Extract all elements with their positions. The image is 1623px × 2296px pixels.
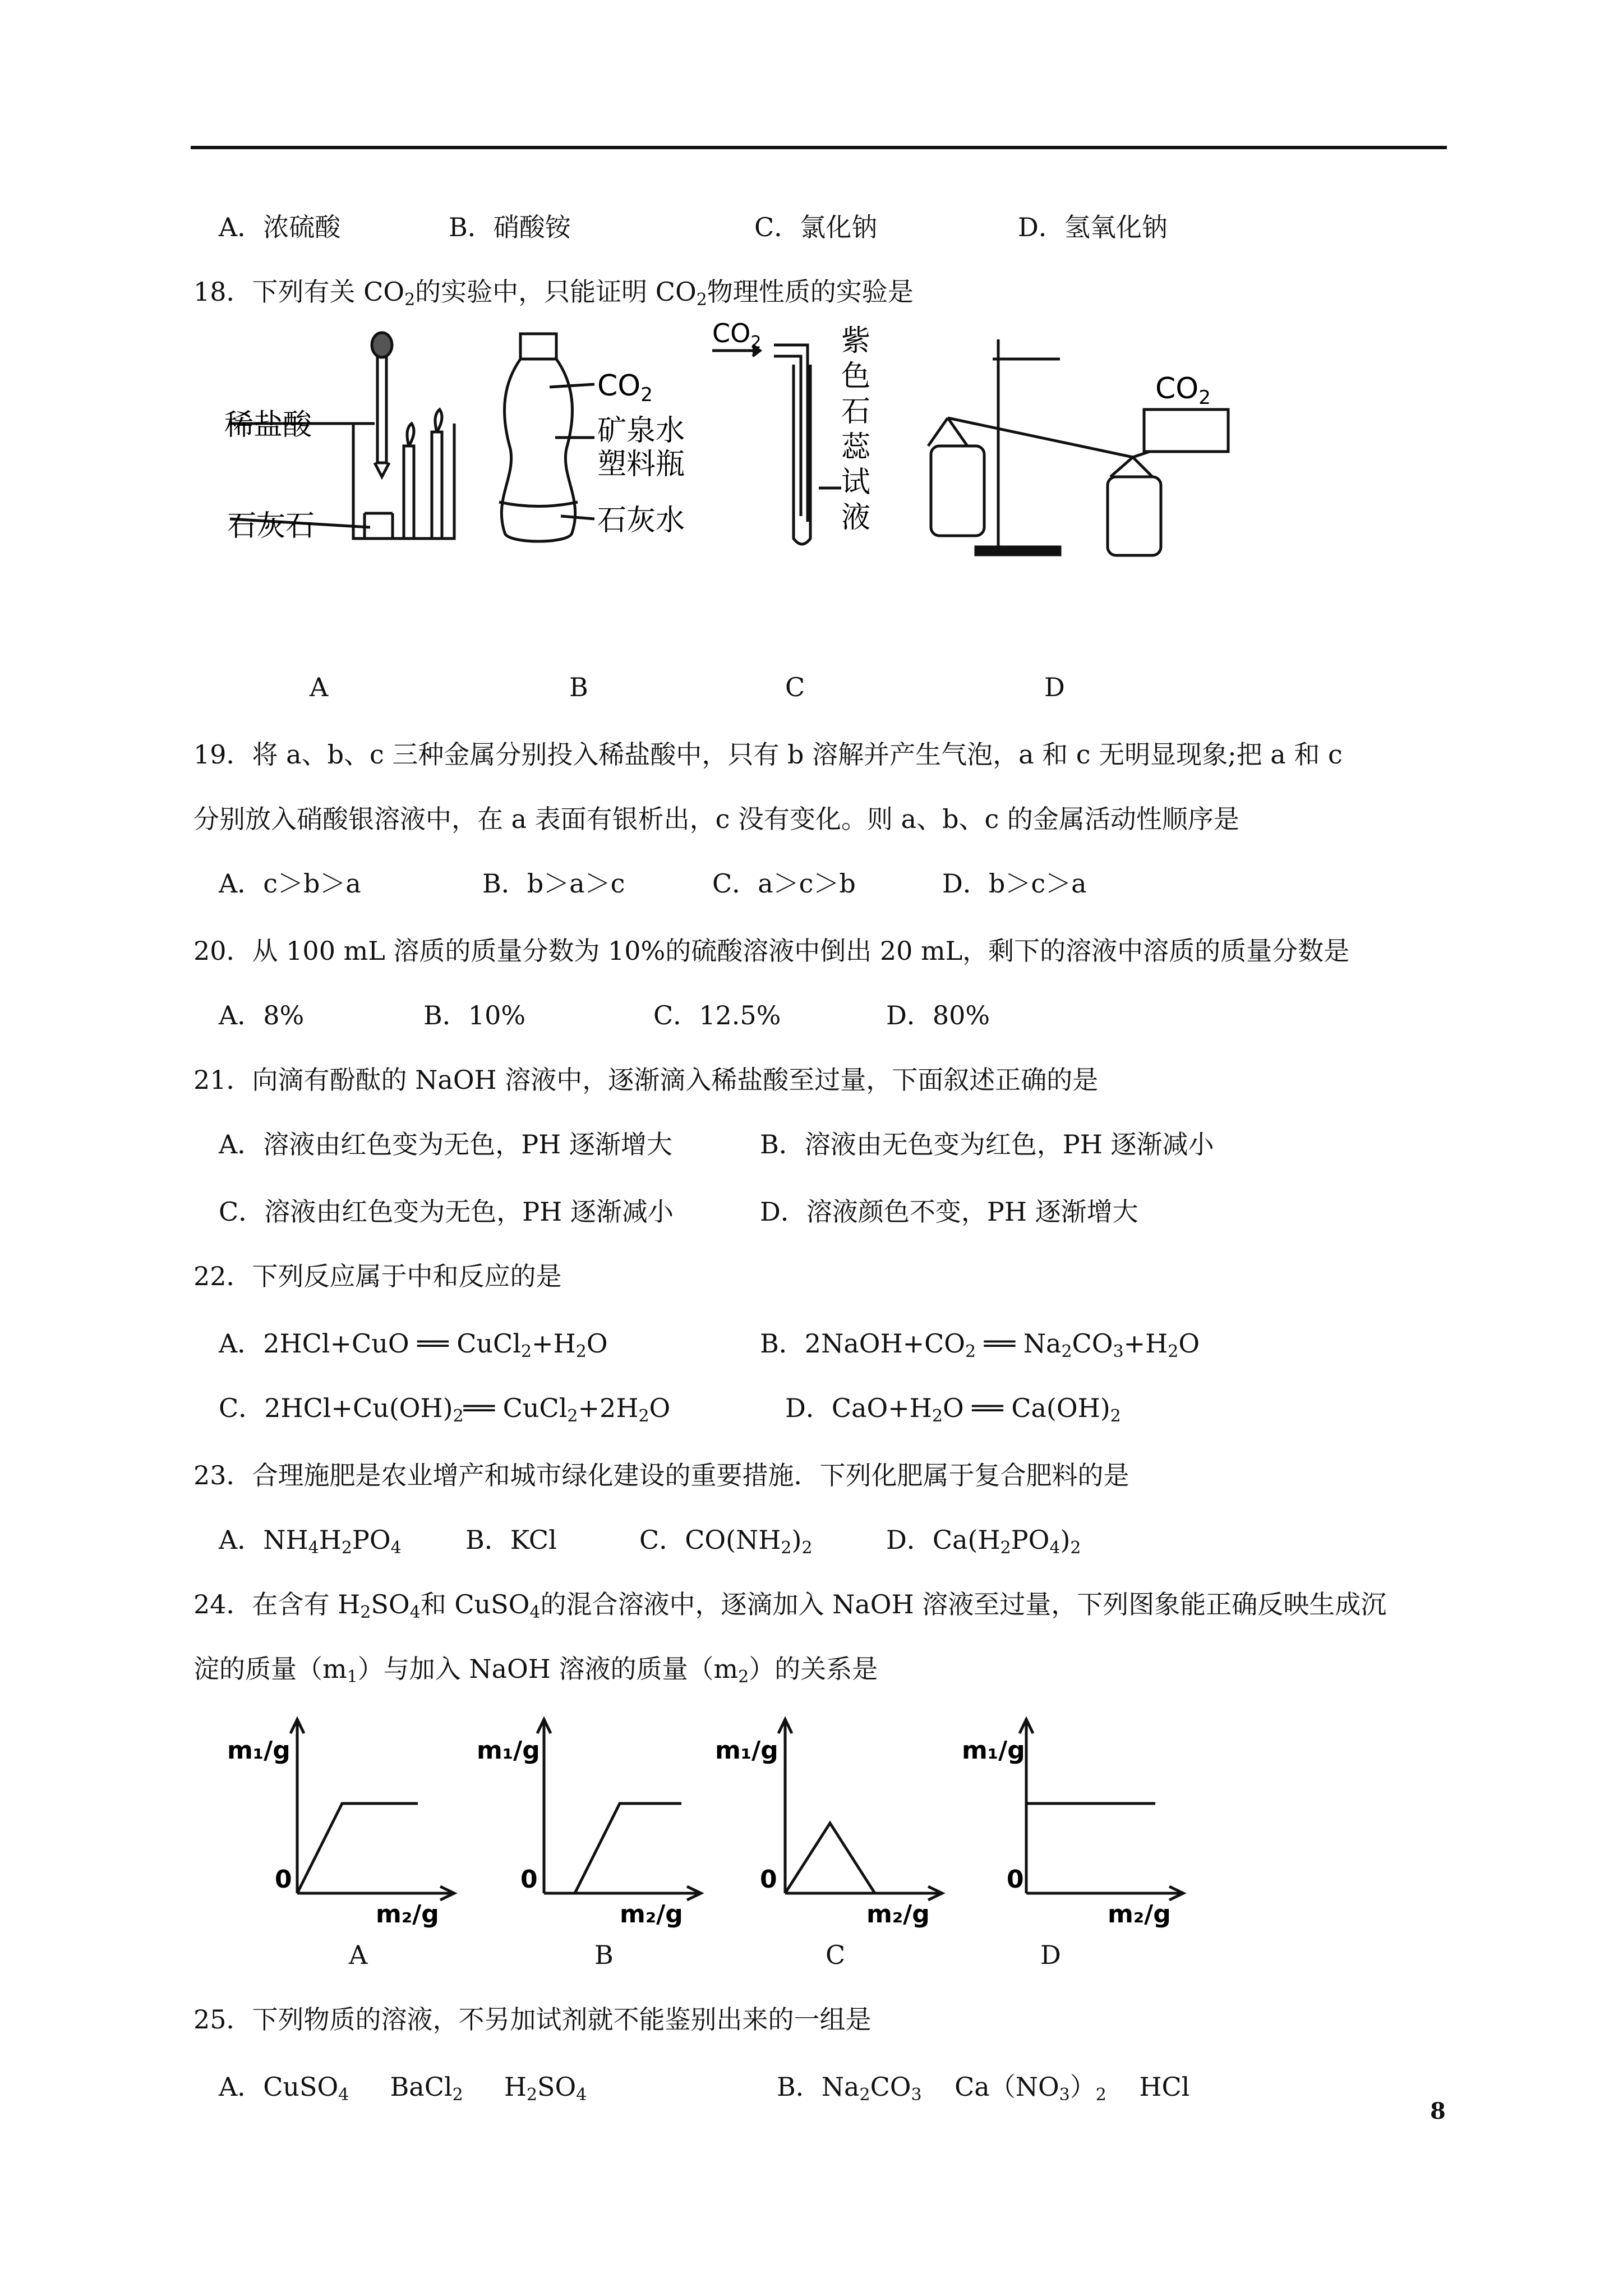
svg-text:m₂/g: m₂/g [376, 1900, 439, 1929]
label-co2-d: CO2 [1155, 372, 1211, 409]
q24-line-2: 淀的质量$(m_1)$与加入 NaOH 溶液的质量$(m_2)$的关系是 [193, 1654, 878, 1687]
q24-line-1: 24．在含有 $H_2SO_4$和 CuSO$_4$的混合溶液中，逐滴加入 NaOH 溶液至过量，下列图象能正确反映生成沉 [193, 1589, 1387, 1622]
q18-figure-a [224, 334, 460, 547]
q17-option-a: A．浓硫酸 [219, 212, 341, 242]
label-co2-b: CO2 [597, 369, 653, 406]
q18-choice-b: B [569, 672, 588, 702]
q18-question: 18．下列有关 $CO_2$的实验中，只能证明 $CO_2$物理性质的实验是 [193, 277, 914, 310]
q23-option-d: D．$Ca(H_2PO_4)_2$ [886, 1525, 1081, 1558]
q24-graph-c [712, 1714, 948, 1929]
q18-figure-d [925, 337, 1239, 555]
q25-option-b: B．$Na_2CO_3$ $Ca(NO_3)_2$ HCl [777, 2072, 1190, 2105]
svg-text:0: 0 [760, 1865, 777, 1894]
label-litmus [841, 324, 871, 535]
q24-choice-d: D [1040, 1940, 1061, 1970]
q18-choice-d: D [1044, 672, 1065, 702]
q22-option-c: C．$2HCl+Cu(OH)_2══$ $CuCl_2+2H_2O$ [219, 1393, 671, 1426]
svg-text:m₂/g: m₂/g [866, 1900, 930, 1929]
header-rule [191, 146, 1447, 149]
q23-option-c: C．$CO(NH_2)_2$ [639, 1525, 813, 1558]
page-number: 8 [1430, 2098, 1446, 2124]
q19-option-c: C．a＞c＞b [712, 868, 856, 899]
q21-option-d: D．溶液颜色不变，PH 逐渐增大 [760, 1197, 1138, 1227]
q20-option-d: D．80% [886, 1000, 990, 1030]
q19-option-a: A．c＞b＞a [219, 868, 361, 899]
svg-text:蕊: 蕊 [841, 430, 871, 464]
label-bottle-1: 矿泉水 [597, 414, 685, 448]
label-bottle-2: 塑料瓶 [597, 448, 685, 481]
svg-text:m₁/g: m₁/g [715, 1736, 778, 1765]
q21-option-c: C．溶液由红色变为无色，PH 逐渐减小 [219, 1197, 674, 1227]
q22-question: 22．下列反应属于中和反应的是 [193, 1261, 562, 1291]
q22-option-d: D．$CaO+H_2O$ ══ $Ca(OH)_2$ [785, 1393, 1121, 1426]
svg-text:液: 液 [841, 501, 871, 535]
q23-question: 23．合理施肥是农业增产和城市绿化建设的重要措施．下列化肥属于复合肥料的是 [193, 1460, 1129, 1490]
q18-choice-c: C [785, 672, 805, 702]
q24-choice-b: B [594, 1940, 614, 1970]
q20-option-a: A．8% [219, 1000, 305, 1030]
svg-text:m₁/g: m₁/g [477, 1736, 540, 1765]
label-limewater: 石灰水 [597, 504, 685, 537]
q19-option-d: D．b＞c＞a [942, 868, 1087, 899]
q22-option-a: A．2HCl+CuO ══ $CuCl_2+H_2O$ [219, 1328, 608, 1361]
q17-option-c: C．氯化钠 [754, 212, 878, 242]
q25-question: 25．下列物质的溶液，不另加试剂就不能鉴别出来的一组是 [193, 2004, 872, 2035]
q22-option-b: B．$2NaOH+CO_2$ ══ $Na_2CO_3+H_2O$ [760, 1328, 1200, 1361]
svg-text:m₁/g: m₁/g [962, 1736, 1025, 1765]
q20-option-b: B．10% [423, 1000, 526, 1030]
q23-option-b: B．KCl [465, 1525, 557, 1555]
q19-line-1: 19．将 a、b、c 三种金属分别投入稀盐酸中，只有 b 溶解并产生气泡，a 和 c 无明显现象;把 a 和 c [193, 739, 1343, 770]
q21-option-b: B．溶液由无色变为红色，PH 逐渐减小 [760, 1129, 1214, 1159]
q23-option-a: A．$NH_4H_2PO_4$ [219, 1525, 402, 1558]
q19-line-2: 分别放入硝酸银溶液中，在 a 表面有银析出，c 没有变化。则 a、b、c 的金属活动性顺序是 [193, 804, 1239, 834]
svg-text:紫: 紫 [841, 324, 871, 358]
q21-question: 21．向滴有酚酞的 NaOH 溶液中，逐渐滴入稀盐酸至过量，下面叙述正确的是 [193, 1065, 1099, 1095]
q19-option-b: B．b＞a＞c [482, 868, 625, 899]
svg-text:m₂/g: m₂/g [620, 1900, 683, 1929]
q24-graph-d [953, 1714, 1189, 1929]
label-limestone: 石灰石 [227, 509, 315, 543]
q18-figure-b [494, 331, 729, 555]
q18-figure-c [712, 318, 897, 561]
q21-option-a: A．溶液由红色变为无色，PH 逐渐增大 [219, 1129, 672, 1159]
svg-text:色: 色 [841, 360, 871, 393]
svg-text:试: 试 [841, 466, 871, 499]
q17-option-b: B．硝酸铵 [449, 212, 571, 242]
q20-option-c: C．12.5% [653, 1000, 781, 1030]
q18-choice-a: A [310, 672, 329, 702]
q17-option-d: D．氢氧化钠 [1018, 212, 1168, 242]
q24-graph-b [471, 1714, 707, 1929]
svg-text:0: 0 [520, 1865, 538, 1894]
svg-text:0: 0 [1007, 1865, 1024, 1894]
q24-choice-a: A [349, 1940, 368, 1970]
label-co2-c: $CO_2$ [712, 318, 762, 352]
svg-text:m₂/g: m₂/g [1108, 1900, 1171, 1929]
svg-text:m₁/g: m₁/g [227, 1736, 291, 1765]
label-dilute-hcl: 稀盐酸 [224, 408, 312, 442]
q25-option-a: A．CuSO$_4$ BaCl$_2$ $H_2SO_4$ [219, 2072, 587, 2105]
svg-text:石: 石 [841, 395, 871, 429]
svg-text:0: 0 [275, 1865, 292, 1894]
q24-choice-c: C [826, 1940, 846, 1970]
q24-graph-a [224, 1714, 460, 1929]
q20-question: 20．从 100 mL 溶质的质量分数为 10%的硫酸溶液中倒出 20 mL，剩下的溶液中溶质的质量分数是 [193, 936, 1350, 966]
